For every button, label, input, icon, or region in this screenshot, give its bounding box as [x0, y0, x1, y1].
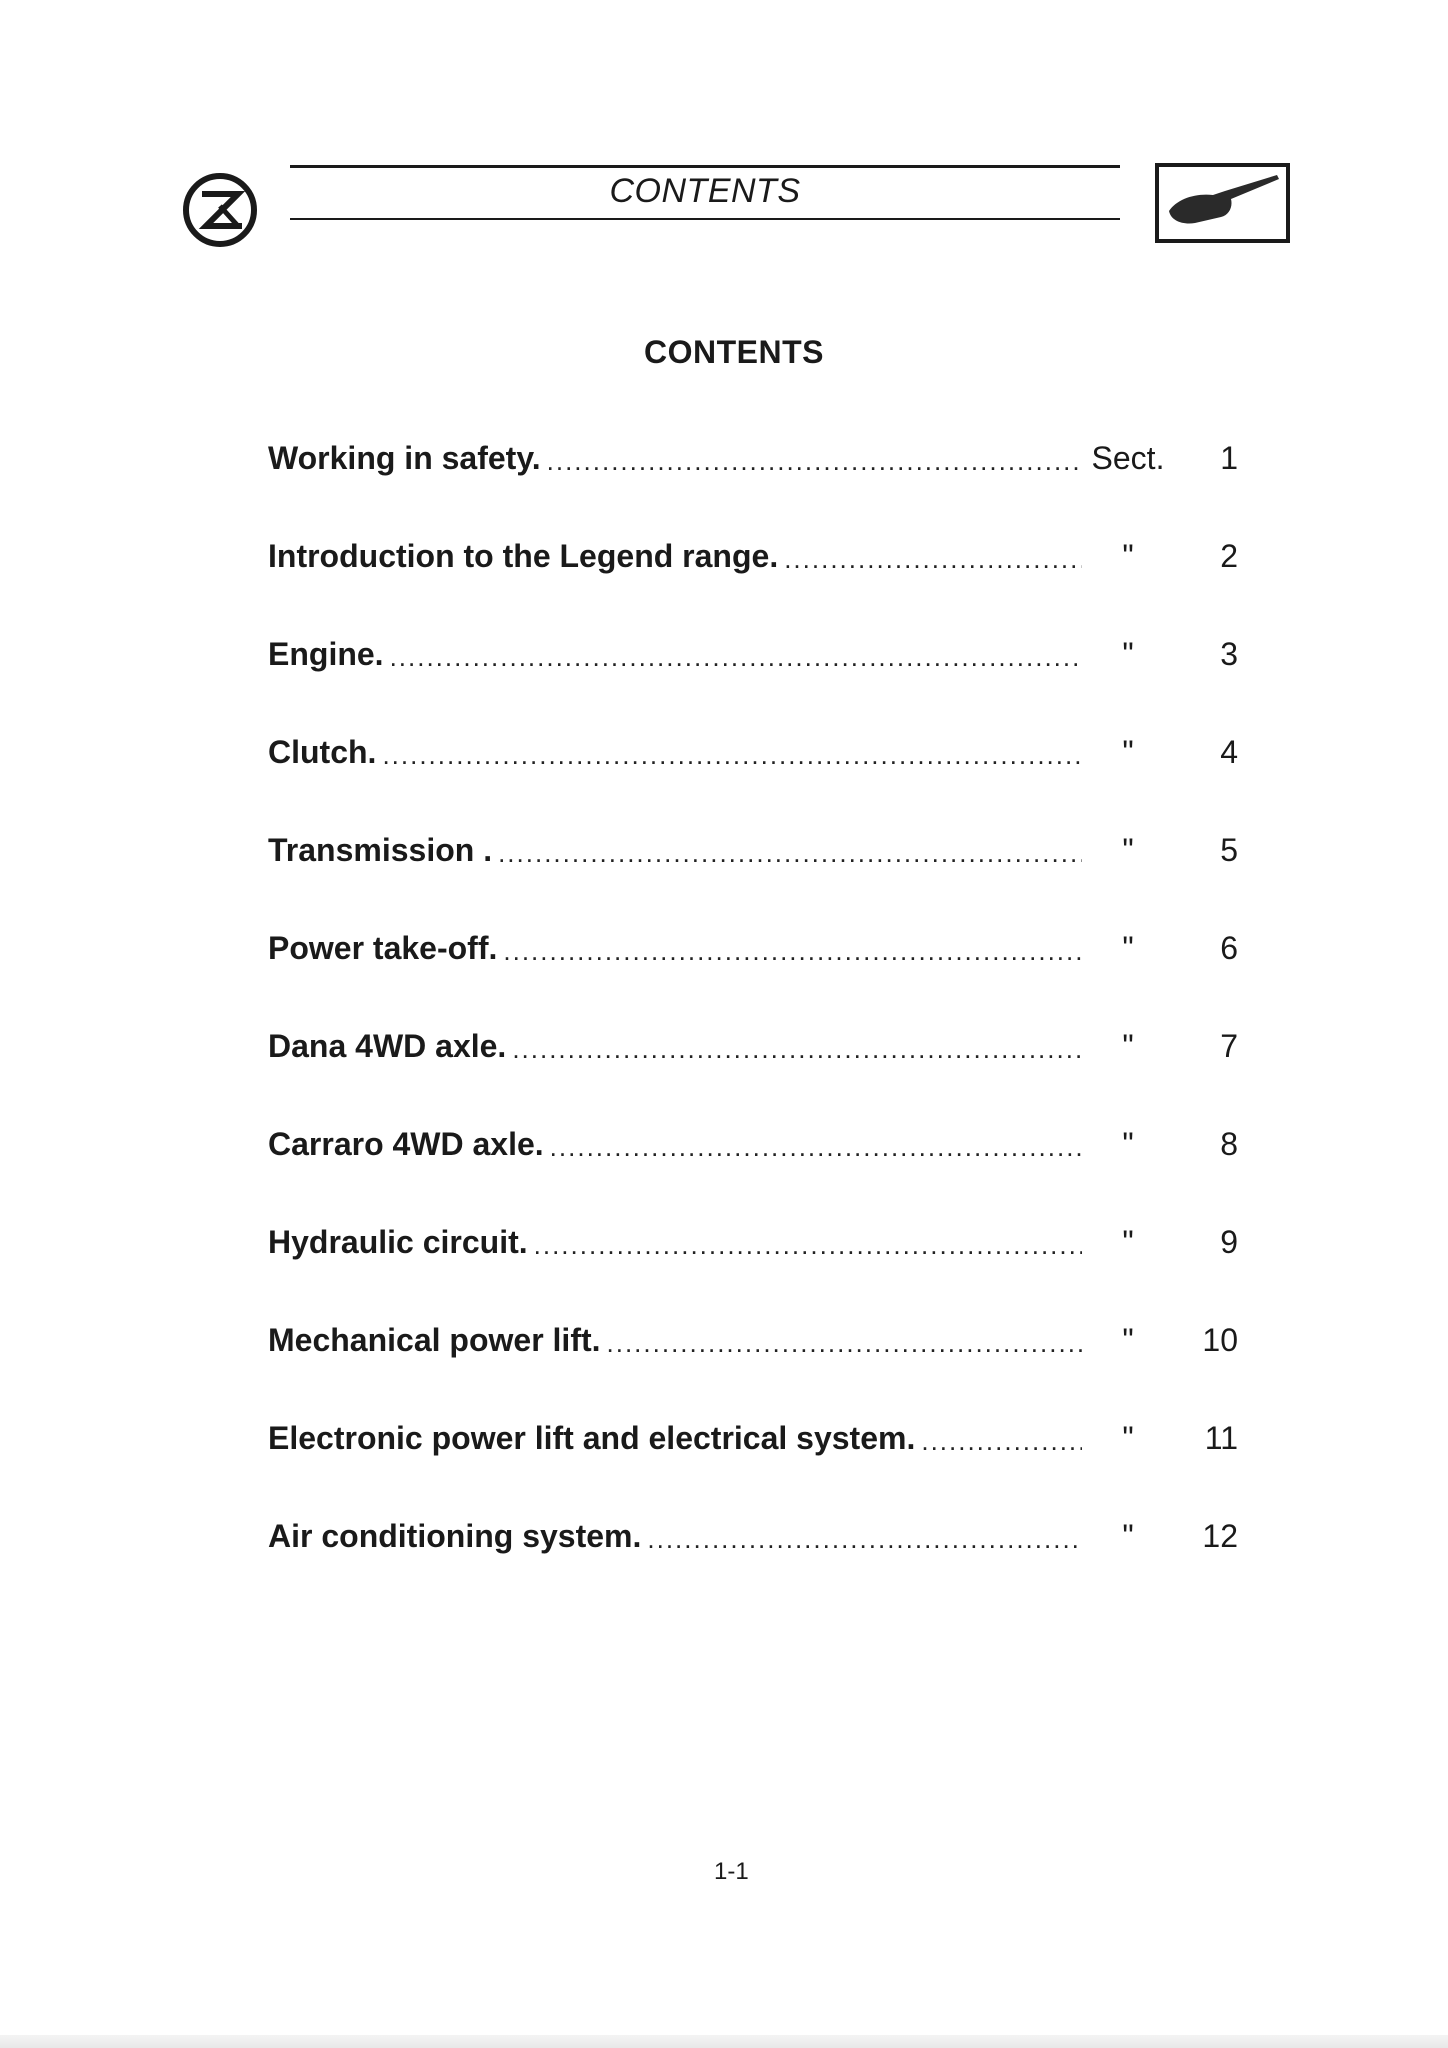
toc-entry-number: 3 [1220, 636, 1238, 672]
toc-dot-leader [921, 1420, 1082, 1457]
toc-entry [268, 1126, 1238, 1224]
toc-entry-title: Engine. [268, 636, 384, 672]
toc-entry-number: 6 [1220, 930, 1238, 966]
toc-dot-leader [390, 636, 1082, 673]
toc-entry-marker: " [1122, 734, 1134, 770]
toc-dot-leader [647, 1518, 1082, 1555]
toc-entry-number: 12 [1202, 1518, 1238, 1554]
toc-entry [268, 1518, 1238, 1616]
header-title: CONTENTS [609, 172, 801, 210]
toc-entry-marker: Sect. [1091, 440, 1165, 476]
toc-entry-number: 5 [1220, 832, 1238, 868]
page-title-text: CONTENTS [644, 334, 824, 370]
toc-entry-marker: " [1122, 1028, 1134, 1064]
header-rule-bottom [290, 218, 1120, 220]
toc-entry-title: Clutch. [268, 734, 377, 770]
toc-dot-leader [512, 1028, 1082, 1065]
toc-entry-title: Hydraulic circuit. [268, 1224, 528, 1260]
toc-entry-marker: " [1122, 832, 1134, 868]
toc-entry-title: Mechanical power lift. [268, 1322, 601, 1358]
toc-entry-marker: " [1122, 930, 1134, 966]
toc-entry [268, 1420, 1238, 1518]
toc-entry [268, 930, 1238, 1028]
toc-entry [268, 1322, 1238, 1420]
toc-dot-leader [498, 832, 1082, 869]
toc-entry-number: 9 [1220, 1224, 1238, 1260]
toc-entry-number: 4 [1220, 734, 1238, 770]
toc-dot-leader [607, 1322, 1082, 1359]
toc-entry-marker: " [1122, 1126, 1134, 1162]
toc-entry [268, 538, 1238, 636]
toc-entry [268, 440, 1238, 538]
toc-entry-title: Electronic power lift and electrical system. [268, 1420, 916, 1456]
toc-entry-number: 1 [1220, 440, 1238, 476]
toc-entry [268, 832, 1238, 930]
toc-entry-marker: " [1122, 1224, 1134, 1260]
toc-dot-leader [382, 734, 1082, 771]
toc-entry-marker: " [1122, 538, 1134, 574]
toc-entry [268, 1224, 1238, 1322]
table-of-contents [268, 440, 1238, 1616]
circle-z-logo-icon [180, 170, 260, 250]
toc-entry-marker: " [1122, 1322, 1134, 1358]
hand-pointer-icon [1155, 163, 1290, 243]
toc-dot-leader [547, 440, 1082, 477]
toc-entry-title: Dana 4WD axle. [268, 1028, 507, 1064]
toc-entry-number: 7 [1220, 1028, 1238, 1064]
toc-entry-marker: " [1122, 636, 1134, 672]
toc-entry-number: 2 [1220, 538, 1238, 574]
toc-entry-title: Transmission . [268, 832, 493, 868]
toc-dot-leader [503, 930, 1082, 967]
toc-entry-title: Carraro 4WD axle. [268, 1126, 544, 1162]
page-number-text: 1-1 [714, 1858, 749, 1885]
toc-entry-marker: " [1122, 1420, 1134, 1456]
toc-dot-leader [784, 538, 1082, 575]
toc-entry-title: Introduction to the Legend range. [268, 538, 779, 574]
toc-entry [268, 636, 1238, 734]
toc-entry [268, 1028, 1238, 1126]
toc-entry-title: Working in safety. [268, 440, 541, 476]
toc-dot-leader [534, 1224, 1082, 1261]
scan-edge-shade [0, 2035, 1448, 2048]
toc-entry-number: 10 [1202, 1322, 1238, 1358]
toc-entry-title: Power take-off. [268, 930, 498, 966]
toc-entry-number: 11 [1204, 1420, 1238, 1456]
toc-entry-marker: " [1122, 1518, 1134, 1554]
toc-entry-number: 8 [1220, 1126, 1238, 1162]
toc-entry [268, 734, 1238, 832]
header-rule-top [290, 165, 1120, 168]
toc-dot-leader [550, 1126, 1082, 1163]
toc-entry-title: Air conditioning system. [268, 1518, 642, 1554]
